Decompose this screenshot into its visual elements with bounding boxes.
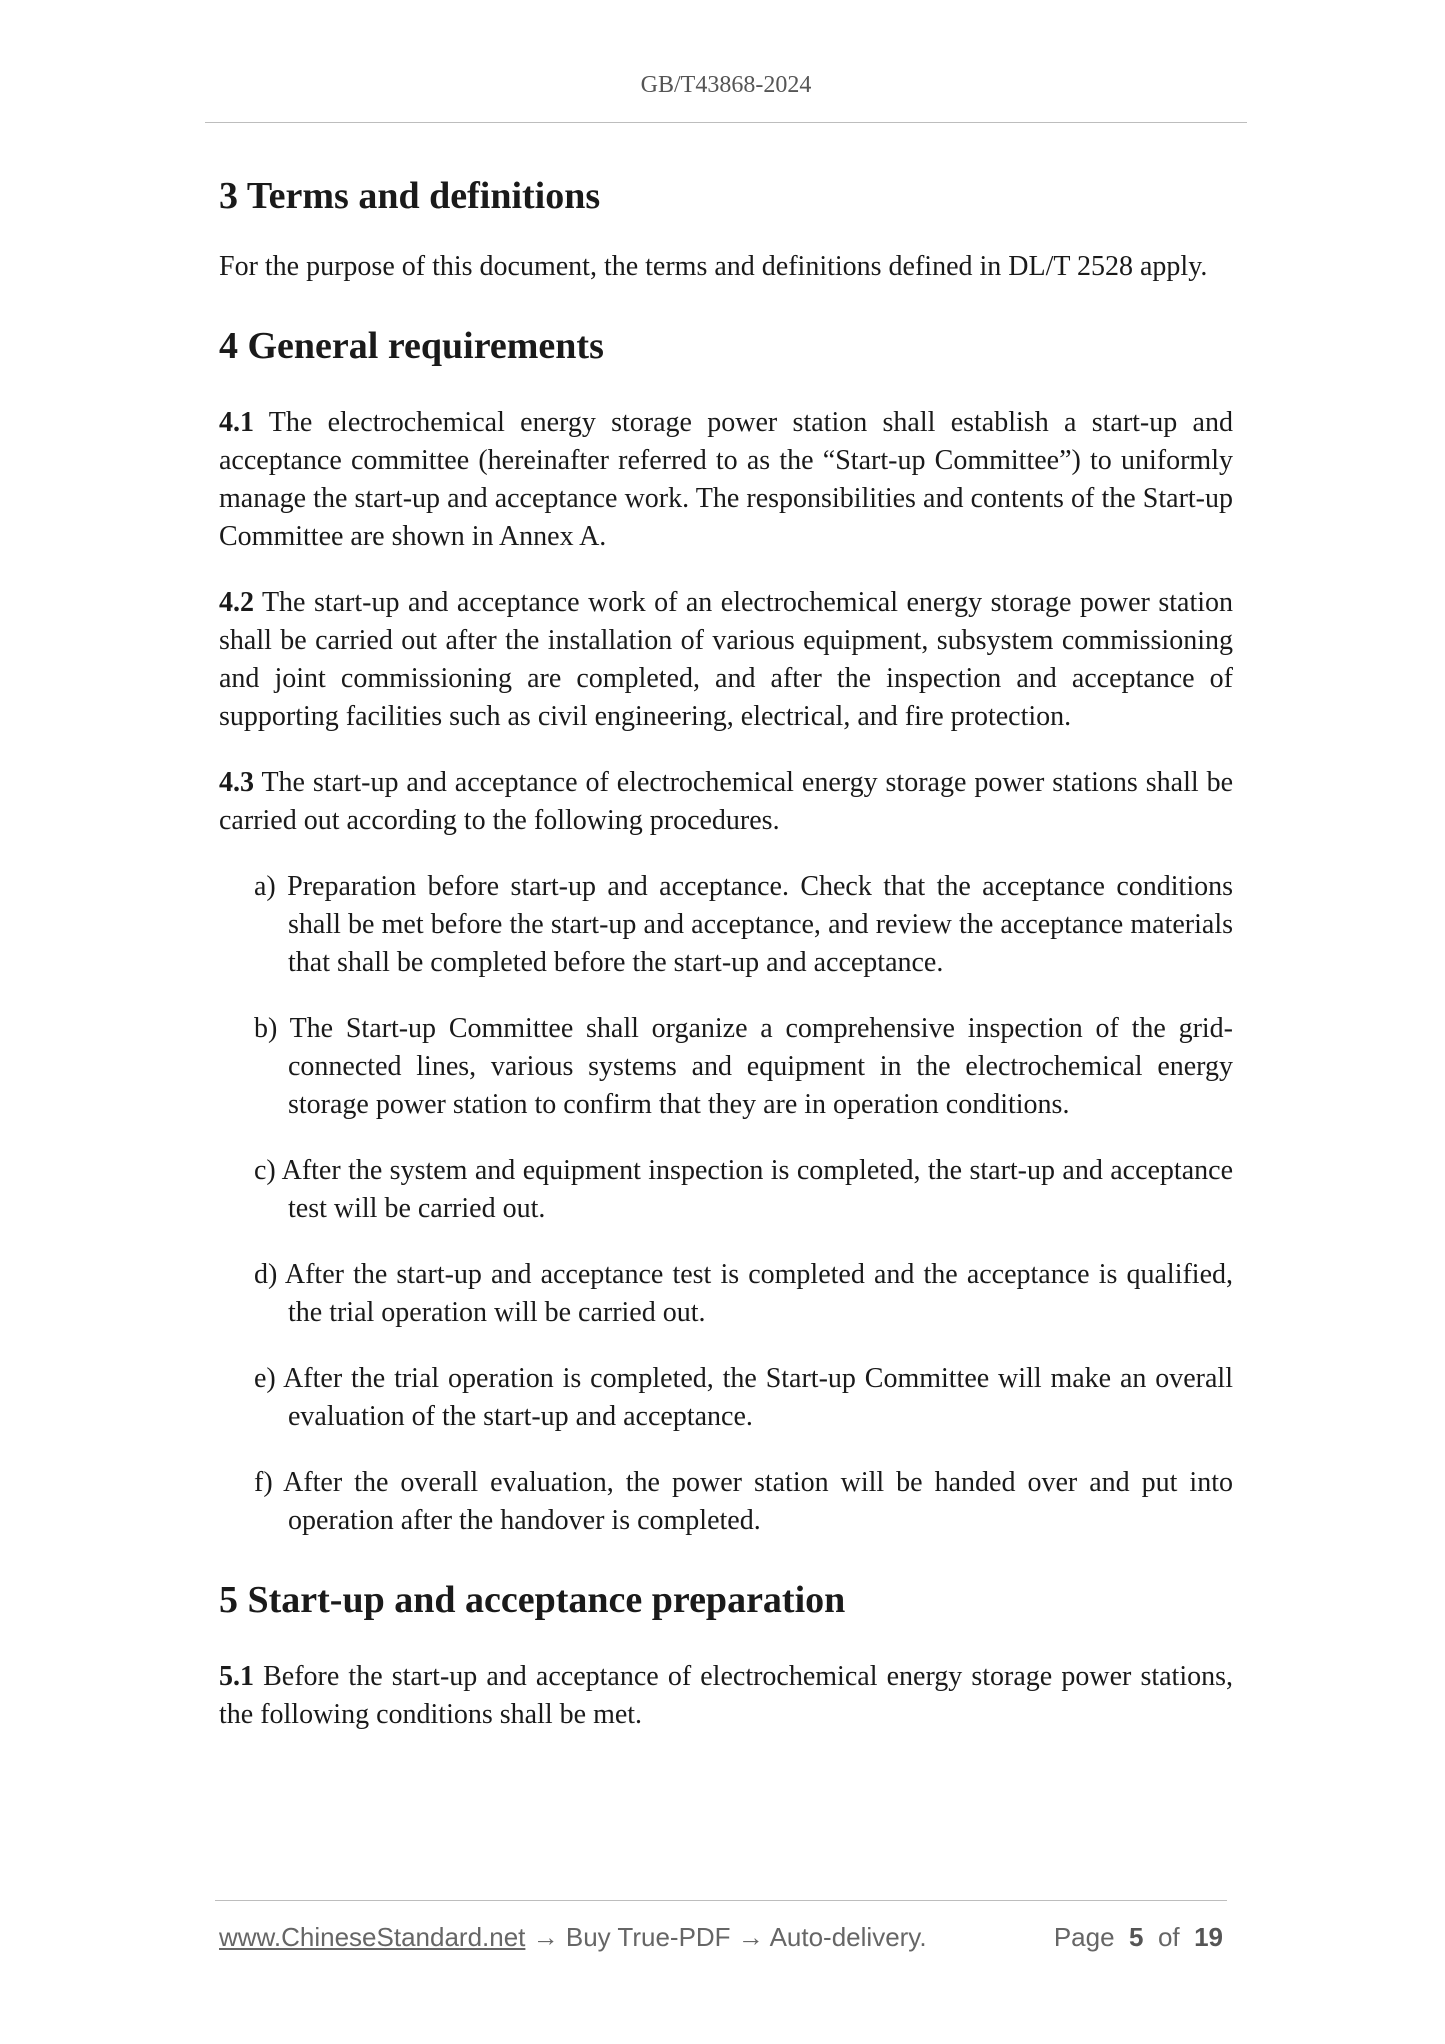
procedure-item-f: f) After the overall evaluation, the power station will be handed over and put into operation after the handover is completed. xyxy=(254,1467,1233,1536)
clause-text: The start-up and acceptance of electrochemical energy storage power stations shall be carried out according to the following procedures. xyxy=(219,767,1233,836)
section-5-heading: 5 Start-up and acceptance preparation xyxy=(219,1579,846,1621)
procedure-item-e: e) After the trial operation is completed, the Start-up Committee will make an overall evaluation of the start-up and acceptance. xyxy=(254,1363,1233,1432)
clause-4-3 xyxy=(219,764,1233,840)
procedure-item-b: b) The Start-up Committee shall organize a comprehensive inspection of the grid-connected lines, various systems and equipment in the electrochemical energy storage power station to confirm that they are in operation conditions. xyxy=(254,1013,1233,1120)
header-divider xyxy=(205,122,1247,123)
page-of: of xyxy=(1157,1922,1180,1952)
section-3-paragraph: For the purpose of this document, the terms and definitions defined in DL/T 2528 apply. xyxy=(219,251,1208,282)
website-link[interactable]: www.ChineseStandard.net xyxy=(219,1922,526,1952)
clause-5-1 xyxy=(219,1658,1233,1734)
section-3-heading: 3 Terms and definitions xyxy=(219,175,601,217)
page-total: 19 xyxy=(1194,1922,1223,1952)
page-current: 5 xyxy=(1129,1922,1144,1952)
footer-promo xyxy=(219,1922,927,1953)
section-4-heading: 4 General requirements xyxy=(219,325,604,367)
document-code-header: GB/T43868-2024 xyxy=(640,72,812,98)
clause-4-1 xyxy=(219,404,1233,556)
clause-number: 4.2 xyxy=(219,587,254,618)
page-indicator xyxy=(1054,1922,1223,1953)
procedure-item-d: d) After the start-up and acceptance test is completed and the acceptance is qualified, the trial operation will be carried out. xyxy=(254,1259,1233,1328)
procedure-item-a: a) Preparation before start-up and acceptance. Check that the acceptance conditions shall be met before the start-up and acceptance, and review the acceptance materials that shall be completed before the start-up and acceptance. xyxy=(254,871,1233,978)
procedure-item-c: c) After the system and equipment inspection is completed, the start-up and acceptance test will be carried out. xyxy=(254,1155,1233,1224)
clause-number: 4.1 xyxy=(219,407,254,438)
footer-divider xyxy=(215,1900,1227,1901)
clause-text: The electrochemical energy storage power station shall establish a start-up and acceptance committee (hereinafter referred to as the “Start-up Committee”) to uniformly manage the start-up and acceptance work. The responsibilities and contents of the Start-up Committee are shown in Annex A. xyxy=(219,407,1233,552)
clause-number: 4.3 xyxy=(219,767,254,798)
page-label: Page xyxy=(1053,1922,1115,1952)
clause-4-2 xyxy=(219,584,1233,736)
footer-tagline: → Buy True-PDF → Auto-delivery. xyxy=(525,1922,927,1952)
clause-number: 5.1 xyxy=(219,1661,254,1692)
clause-text: The start-up and acceptance work of an electrochemical energy storage power station shall be carried out after the installation of various equipment, subsystem commissioning and joint commissioning are completed, and after the inspection and acceptance of supporting facilities such as civil engineering, electrical, and fire protection. xyxy=(219,587,1233,732)
page-content xyxy=(219,170,1233,1734)
clause-text: Before the start-up and acceptance of electrochemical energy storage power stations, the following conditions shall be met. xyxy=(219,1661,1233,1730)
